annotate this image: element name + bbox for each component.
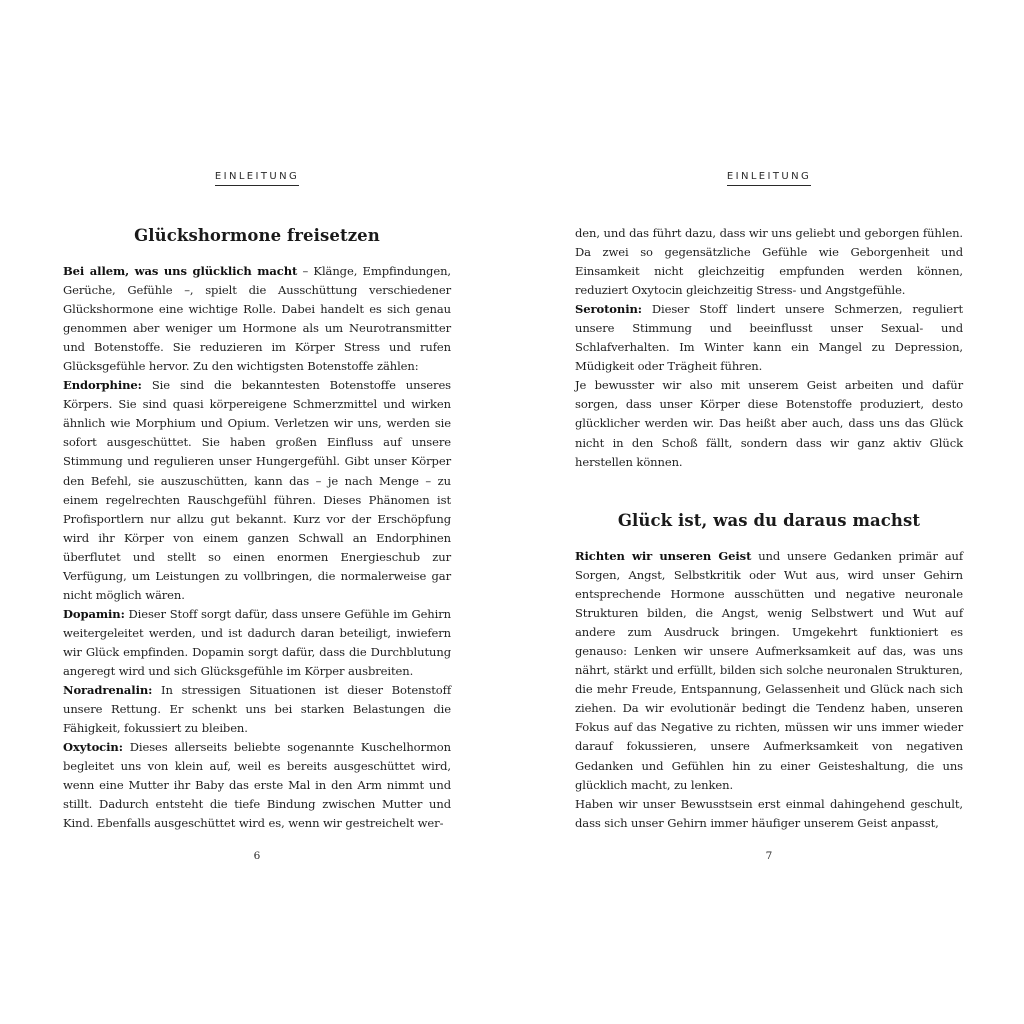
left-section-title: Glückshormone freisetzen (134, 226, 380, 245)
intro-lead: Bei allem, was uns glücklich macht (63, 264, 298, 278)
oxytocin-text: Dieses allerseits beliebte sogenannte Kuschelhormon begleitet uns von klein auf, weil es bereits ausgeschüttet wird, wenn eine Mutter ihr Baby das erste Mal in den Arm nimmt und stillt. Dadurch entsteht die tiefe Bindung zwischen Mutter und Kind. Ebenfalls ausgeschüttet wird es, wenn wir gestreichelt wer- (63, 740, 451, 831)
left-page (63, 0, 451, 1024)
oxytocin-lead: Oxytocin: (63, 740, 123, 755)
right-page (575, 0, 963, 1024)
right-running-head (575, 171, 963, 186)
left-page-number: 6 (253, 850, 261, 862)
geist-text: und unsere Gedanken primär auf Sorgen, Angst, Selbstkritik oder Wut aus, wird unser Gehirn entsprechende Hormone ausschütten und negative neuronale Strukturen bilden, die Angst, wenig Selbstwert und Wut auf andere zum Ausdruck bringen. Umgekehrt funktioniert es genauso: Lenken wir unsere Aufmerksamkeit auf das, was uns nährt, stärkt und erfüllt, bilden sich solche neuronalen Strukturen, die mehr Freude, Entspannung, Gelassenheit und Glück nach sich ziehen. Da wir evolutionär bedingt die Tendenz haben, unseren Fokus auf das Negative zu richten, müssen wir uns immer wieder darauf fokussieren, unsere Aufmerksamkeit von negativen Gedanken und Gefühlen hin zu einer Geisteshaltung, die uns glücklich macht, zu lenken. (575, 549, 963, 792)
endorphine-lead: Endorphine: (63, 378, 142, 393)
continuation-paragraph: den, und das führt dazu, dass wir uns geliebt und geborgen fühlen. Da zwei so gegensätzliche Gefühle wie Geborgenheit und Einsamkeit nicht gleichzeitig empfunden werden können, reduziert Oxytocin gleichzeitig Stress- und Angstgefühle. (575, 226, 963, 298)
noradrenalin-paragraph (63, 681, 451, 738)
noradrenalin-text: In stressigen Situationen ist dieser Botenstoff unsere Rettung. Er schenkt uns bei starken Belastungen die Fähigkeit, fokussiert zu bleiben. (63, 683, 451, 736)
right-page-number: 7 (765, 850, 773, 862)
dopamin-lead: Dopamin: (63, 606, 125, 621)
right-body-text-top (575, 224, 963, 472)
noradrenalin-lead: Noradrenalin: (63, 683, 153, 698)
left-running-head-text: EINLEITUNG (215, 171, 299, 186)
endorphine-text: Sie sind die bekanntesten Botenstoffe unseres Körpers. Sie sind quasi körpereigene Schmerzmittel und wirken ähnlich wie Morphium und Opium. Verletzen wir uns, werden sie sofort ausgeschüttet. Sie haben großen Einfluss auf unsere Stimmung und regulieren unser Hungergefühl. Gibt unser Körper den Befehl, sie auszuschütten, kann das – je nach Menge – zu einem regelrechten Rauschgefühl führen. Dieses Phänomen ist Profisportlern nur allzu gut bekannt. Kurz vor der Erschöpfung wird ihr Körper von einem ganzen Schwall an Endorphinen überflutet und stellt so einen enormen Energieschub zur Verfügung, um Leistungen zu vollbringen, die normalerweise gar nicht möglich wären. (63, 378, 451, 602)
final-paragraph: Haben wir unser Bewusstsein erst einmal dahingehend geschult, dass sich unser Gehirn immer häufiger unserem Geist anpasst, (575, 796, 963, 830)
closing-paragraph: Je bewusster wir also mit unserem Geist arbeiten und dafür sorgen, dass unser Körper diese Botenstoffe produziert, desto glücklicher werden wir. Das heißt aber auch, dass uns das Glück nicht in den Schoß fällt, sondern dass wir ganz aktiv Glück herstellen können. (575, 378, 963, 469)
geist-lead: Richten wir unseren Geist (575, 549, 752, 563)
intro-paragraph (63, 262, 451, 376)
geist-paragraph (575, 547, 963, 795)
serotonin-paragraph (575, 300, 963, 376)
dopamin-paragraph (63, 605, 451, 681)
right-section-title: Glück ist, was du daraus machst (617, 511, 921, 530)
oxytocin-paragraph (63, 738, 451, 833)
right-running-head-text: EINLEITUNG (727, 171, 811, 186)
serotonin-lead: Serotonin: (575, 302, 642, 317)
right-body-text-bottom (575, 547, 963, 833)
left-running-head (63, 171, 451, 186)
left-body-text (63, 262, 451, 833)
intro-text: – Klänge, Empfindungen, Gerüche, Gefühle –, spielt die Ausschüttung verschiedener Glückshormone eine wichtige Rolle. Dabei handelt es sich genau genommen aber weniger um Hormone als um Neurotransmitter und Botenstoffe. Sie reduzieren im Körper Stress und rufen Glücksgefühle hervor. Zu den wichtigsten Botenstoffe zählen: (63, 264, 451, 374)
dopamin-text: Dieser Stoff sorgt dafür, dass unsere Gefühle im Gehirn weitergeleitet werden, und ist dadurch daran beteiligt, inwiefern wir Glück empfinden. Dopamin sorgt dafür, dass die Durchblutung angeregt wird und sich Glücksgefühle im Körper ausbreiten. (63, 606, 451, 678)
serotonin-text: Dieser Stoff lindert unsere Schmerzen, reguliert unsere Stimmung und beeinflusst unser Sexual- und Schlafverhalten. Im Winter kann ein Mangel zu Depression, Müdigkeit oder Trägheit führen. (575, 302, 963, 374)
endorphine-paragraph (63, 376, 451, 605)
